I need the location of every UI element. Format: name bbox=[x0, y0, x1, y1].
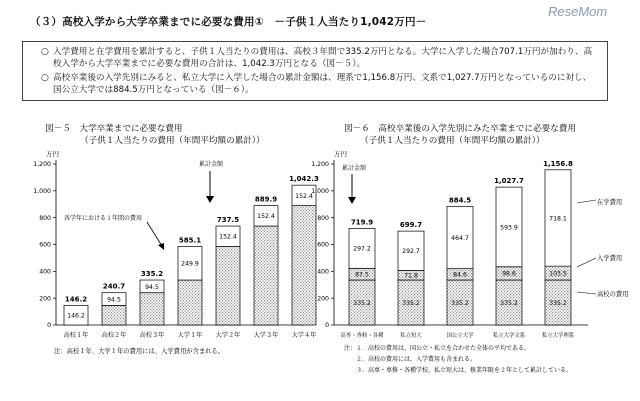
fig5-segment-label: 146.2 bbox=[67, 312, 85, 320]
fig5-bar-cumulative bbox=[178, 280, 202, 325]
fig6-ylabel: 万円 bbox=[334, 150, 347, 158]
fig5-bar-cumulative bbox=[254, 226, 278, 325]
fig6-segment-label: 335.2 bbox=[549, 299, 567, 307]
fig6-legend-zaigaku: 在学費用 bbox=[597, 199, 623, 206]
fig5-note: 注：高校１年、大学１年の費用には、入学費用が含まれる。 bbox=[54, 348, 225, 355]
fig5-y-tick-label: 600 bbox=[39, 241, 51, 249]
fig6-x-label: 高専・専修・各種 bbox=[340, 333, 384, 339]
fig5-total-label: 1,042.3 bbox=[289, 175, 319, 184]
fig6-segment-label: 464.7 bbox=[451, 234, 469, 242]
fig5-y-tick-label: 1,000 bbox=[33, 188, 51, 196]
page-heading: （３）高校入学から大学卒業までに必要な費用① －子供１人当たり1,042万円－ bbox=[30, 16, 427, 28]
fig6-legend-leader bbox=[577, 258, 596, 267]
fig6-x-label: 国公立大学 bbox=[446, 333, 474, 339]
fig5-y-tick-label: 400 bbox=[39, 268, 51, 276]
fig6-segment-label: 297.2 bbox=[353, 245, 371, 253]
fig5-bar-cumulative bbox=[292, 206, 316, 325]
fig5-segment-label: 152.4 bbox=[257, 213, 275, 221]
fig6-segment-label: 593.9 bbox=[500, 224, 518, 232]
fig6-segment-label: 87.5 bbox=[355, 271, 369, 279]
fig6-subtitle: （子供１人当たりの費用（年間平均額の累計）） bbox=[360, 136, 545, 146]
fig6-y-tick-label: 1,200 bbox=[311, 161, 329, 169]
fig6-segment-label: 103.5 bbox=[549, 270, 567, 278]
fig5-total-label: 240.7 bbox=[102, 282, 126, 291]
fig6-segment-label: 335.2 bbox=[451, 299, 469, 307]
fig5-annotation-yearly: 各学年における１年間の費用 bbox=[64, 215, 143, 222]
fig6-total-label: 719.9 bbox=[350, 218, 374, 227]
fig6-legend-leader bbox=[577, 200, 596, 203]
fig6-note-2: ２．高校の費用には、入学費用も含まれる。 bbox=[356, 356, 477, 363]
fig5-bar-cumulative bbox=[102, 305, 126, 325]
fig6-y-tick-label: 0 bbox=[325, 322, 329, 330]
fig6-annotation-cumulative: 累計金額 bbox=[342, 165, 367, 172]
fig5-bar-cumulative bbox=[216, 246, 240, 325]
fig5-x-label: 高校１年 bbox=[63, 332, 89, 339]
fig5-arrow-line bbox=[147, 222, 162, 246]
fig5-x-label: 大学４年 bbox=[291, 332, 317, 339]
fig6-x-label: 私立大学文系 bbox=[492, 333, 526, 339]
fig6-note-1: 注：１．高校の費用は、国公立・私立を合わせた全体の平均である。 bbox=[344, 345, 531, 352]
fig6-note-3: ３．高専・専修・各種学校、私立短大は、修業年限を２年として累計している。 bbox=[356, 367, 573, 374]
fig5-arrow-head bbox=[158, 243, 164, 250]
fig6-y-tick-label: 800 bbox=[317, 214, 329, 222]
fig6-segment-label: 84.6 bbox=[453, 271, 467, 279]
fig5-y-tick-label: 1,200 bbox=[33, 161, 51, 169]
fig5-title: 図－５ 大学卒業までに必要な費用 bbox=[45, 124, 183, 134]
fig5-segment-label: 249.9 bbox=[181, 260, 199, 268]
fig5-total-label: 585.1 bbox=[178, 236, 202, 245]
fig6-total-label: 1,156.8 bbox=[543, 159, 573, 168]
summary-text-1: 入学費用と在学費用を累計すると、子供１人当たりの費用は、高校３年間で335.2万円となる。大学に入学した場合707.1万円が加わり、高校入学から大学卒業までに必要な費用の合計は、1,042.3万円となる（図－５）。 bbox=[53, 47, 593, 69]
fig6-total-label: 884.5 bbox=[448, 196, 472, 205]
fig5-bar-cumulative bbox=[140, 293, 164, 325]
fig6-y-tick-label: 600 bbox=[317, 241, 329, 249]
fig6-total-label: 1,027.7 bbox=[494, 177, 524, 186]
resemom-logo: ReseMom bbox=[548, 4, 608, 19]
fig6-x-label: 私立短大 bbox=[400, 333, 422, 339]
fig6-y-tick-label: 200 bbox=[317, 295, 329, 303]
fig6-total-label: 699.7 bbox=[399, 221, 423, 230]
fig5-arrow-cum-head bbox=[206, 196, 214, 203]
fig6-legend-leader bbox=[577, 292, 596, 294]
fig5-segment-label: 152.4 bbox=[295, 192, 313, 200]
bullet-mark: ○ bbox=[41, 47, 49, 57]
fig5-x-label: 大学３年 bbox=[253, 332, 279, 339]
fig6-segment-label: 292.7 bbox=[402, 248, 420, 256]
fig5-annotation-cumulative: 累計金額 bbox=[199, 161, 224, 168]
fig6-segment-label: 335.2 bbox=[402, 299, 420, 307]
fig6-arrow-head bbox=[348, 197, 356, 204]
fig5-total-label: 146.2 bbox=[64, 295, 88, 304]
fig5-y-tick-label: 200 bbox=[39, 295, 51, 303]
fig6-segment-label: 335.2 bbox=[500, 299, 518, 307]
fig5-segment-label: 152.4 bbox=[219, 233, 237, 241]
fig5-total-label: 335.2 bbox=[140, 270, 164, 279]
fig5-total-label: 737.5 bbox=[216, 216, 240, 225]
fig5-segment-label: 94.5 bbox=[145, 283, 159, 291]
fig6-plot bbox=[311, 160, 588, 339]
fig6-segment-label: 718.1 bbox=[549, 215, 567, 223]
fig5-y-tick-label: 0 bbox=[47, 322, 51, 330]
fig5-segment-label: 94.5 bbox=[107, 296, 121, 304]
fig6-x-label: 私立大学理系 bbox=[541, 333, 575, 339]
fig6-y-tick-label: 400 bbox=[317, 268, 329, 276]
fig6-title: 図－６ 高校卒業後の入学先別にみた卒業までに必要な費用 bbox=[344, 124, 577, 134]
fig6-segment-label: 335.2 bbox=[353, 299, 371, 307]
bullet-mark: ○ bbox=[41, 73, 49, 83]
fig5-ylabel: 万円 bbox=[46, 150, 59, 158]
fig5-y-tick-label: 800 bbox=[39, 214, 51, 222]
fig6-legend-nyugaku: 入学費用 bbox=[597, 255, 623, 262]
fig6-segment-label: 71.8 bbox=[404, 272, 418, 280]
fig5-x-label: 大学１年 bbox=[177, 332, 203, 339]
fig5-x-label: 高校２年 bbox=[101, 332, 127, 339]
summary-text-2: 高校卒業後の入学先別にみると、私立大学に入学した場合の累計金額は、理系で1,156.8万円、文系で1,027.7万円となっているのに対し、国公立大学では884.5万円となっている（図－６）。 bbox=[53, 73, 592, 95]
fig5-subtitle: （子供１人当たりの費用（年間平均額の累計）） bbox=[80, 136, 265, 146]
fig5-x-label: 高校３年 bbox=[139, 332, 165, 339]
fig6-legend-koko: 高校の費用 bbox=[597, 291, 629, 298]
fig6-segment-label: 98.6 bbox=[502, 270, 516, 278]
fig6-y-tick-label: 1,000 bbox=[311, 188, 329, 196]
fig5-plot bbox=[33, 160, 319, 339]
fig5-x-label: 大学２年 bbox=[215, 332, 241, 339]
fig5-total-label: 889.9 bbox=[254, 195, 278, 204]
